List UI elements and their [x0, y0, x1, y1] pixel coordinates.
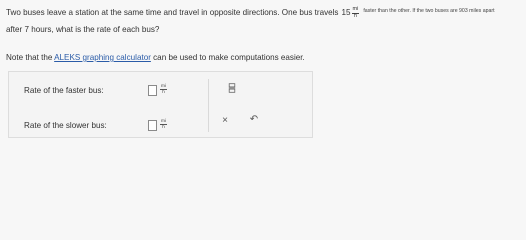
slower-bus-row	[24, 120, 167, 131]
fraction-button[interactable]	[226, 82, 238, 94]
slower-bus-label: Rate of the slower bus:	[24, 121, 107, 130]
problem-text-part3: after 7 hours, what is the rate of each bus?	[6, 24, 160, 34]
calculator-note	[6, 53, 305, 62]
faster-bus-input[interactable]	[148, 85, 157, 96]
slower-bus-unit-denominator: h	[162, 124, 165, 129]
speed-unit-denominator: h	[353, 12, 357, 19]
problem-statement	[6, 4, 495, 37]
graphing-calculator-link[interactable]: ALEKS graphing calculator	[54, 53, 151, 62]
faster-bus-label: Rate of the faster bus:	[24, 86, 104, 95]
slower-bus-input[interactable]	[148, 120, 157, 131]
slower-bus-unit-numerator: mi	[161, 118, 166, 124]
note-suffix: can be used to make computations easier.	[150, 53, 305, 62]
math-toolbar	[219, 82, 307, 132]
faster-bus-unit-denominator: h	[162, 89, 165, 94]
faster-bus-unit-numerator: mi	[161, 83, 166, 89]
slower-bus-unit	[160, 119, 167, 130]
faster-bus-unit	[160, 84, 167, 95]
problem-text-part1: Two buses leave a station at the same time and travel in opposite directions. One bus travels	[6, 7, 339, 17]
undo-icon: ↶	[249, 113, 259, 125]
problem-line-1	[6, 4, 495, 22]
note-prefix: Note that the	[6, 53, 55, 62]
problem-text-part2: faster than the other. If the two buses are 903 miles apart	[363, 8, 495, 15]
fraction-icon	[228, 83, 236, 93]
clear-button[interactable]	[219, 114, 231, 126]
speed-difference-value: 15	[341, 7, 351, 17]
undo-button[interactable]	[248, 113, 260, 125]
answer-panel	[8, 71, 313, 138]
speed-unit-fraction	[352, 7, 360, 20]
faster-bus-row	[24, 85, 167, 96]
panel-divider	[208, 79, 209, 132]
problem-line-2	[6, 23, 495, 37]
speed-unit-numerator: mi	[352, 5, 359, 12]
close-icon: ×	[222, 114, 228, 126]
